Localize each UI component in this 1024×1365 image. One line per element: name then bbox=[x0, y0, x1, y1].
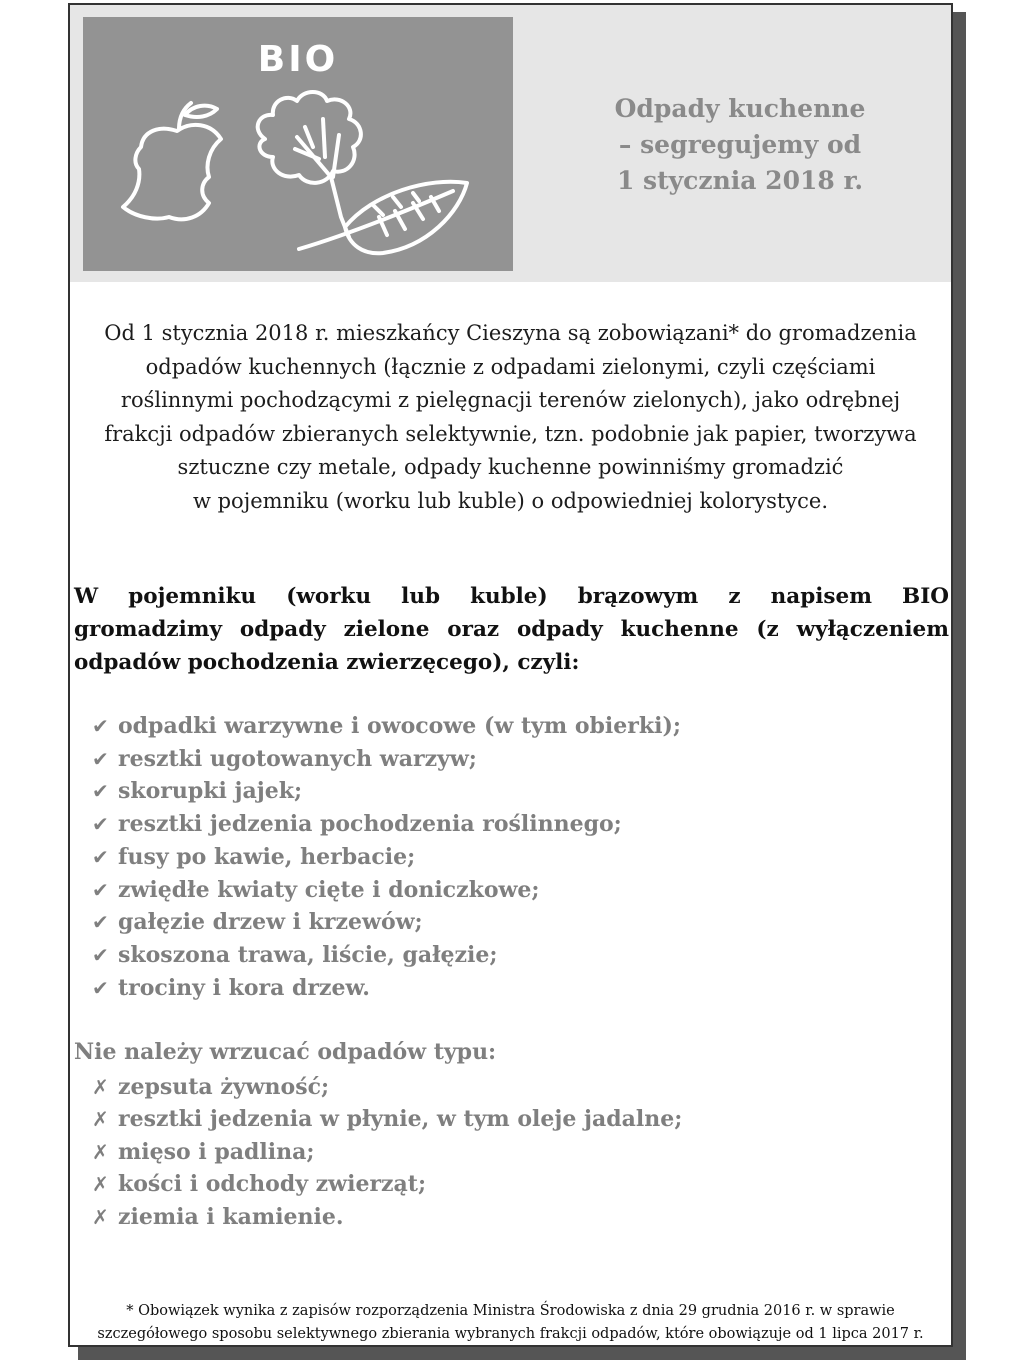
cross-icon: ✗ bbox=[92, 1204, 109, 1229]
allowed-intro-line: W pojemniku (worku lub kuble) brązowym z napisem BIO bbox=[74, 584, 949, 609]
intro-line: w pojemniku (worku lub kuble) o odpowiedniej kolorystyce. bbox=[192, 488, 829, 513]
list-item: ✔ resztki jedzenia pochodzenia roślinnego; bbox=[92, 808, 681, 841]
list-item: ✗ mięso i padlina; bbox=[92, 1136, 682, 1168]
footnote-line: * Obowiązek wynika z zapisów rozporządzenia Ministra Środowiska z dnia 29 grudnia 2016 r. w sprawie bbox=[126, 1303, 895, 1319]
allowed-intro-line: gromadzimy odpady zielone oraz odpady kuchenne (z wyłączeniem bbox=[74, 617, 949, 642]
cross-icon: ✗ bbox=[92, 1172, 109, 1197]
list-item: ✔ gałęzie drzew i krzewów; bbox=[92, 906, 681, 939]
intro-line: Od 1 stycznia 2018 r. mieszkańcy Cieszyna są zobowiązani* do gromadzenia bbox=[104, 321, 917, 345]
bio-panel bbox=[83, 17, 513, 271]
check-icon: ✔ bbox=[92, 844, 109, 869]
cross-icon: ✗ bbox=[92, 1107, 109, 1132]
bio-illustration bbox=[83, 17, 513, 271]
bio-label: BIO bbox=[257, 39, 339, 80]
intro-line: odpadów kuchennych (łącznie z odpadami zielonymi, czyli częściami bbox=[145, 354, 876, 379]
check-icon: ✔ bbox=[92, 812, 109, 837]
intro-line: roślinnymi pochodzącymi z pielęgnacji terenów zielonych), jako odrębnej bbox=[120, 388, 901, 412]
header-band bbox=[70, 5, 951, 282]
check-icon: ✔ bbox=[92, 877, 109, 902]
header-title bbox=[570, 91, 910, 199]
cross-icon: ✗ bbox=[92, 1075, 109, 1099]
intro-paragraph bbox=[76, 317, 945, 518]
list-item: ✗ zepsuta żywność; bbox=[92, 1071, 682, 1103]
footnote-line: szczegółowego sposobu selektywnego zbierania wybranych frakcji odpadów, które obowiązuje od 1 lipca 2017 r. bbox=[97, 1326, 924, 1342]
check-icon: ✔ bbox=[92, 746, 109, 771]
list-item: ✔ fusy po kawie, herbacie; bbox=[92, 841, 681, 874]
list-item: ✔ skorupki jajek; bbox=[92, 775, 681, 808]
allowed-intro-line: odpadów pochodzenia zwierzęcego), czyli: bbox=[74, 650, 580, 675]
list-item: ✗ resztki jedzenia w płynie, w tym oleje jadalne; bbox=[92, 1103, 682, 1135]
list-item: ✔ zwiędłe kwiaty cięte i doniczkowe; bbox=[92, 874, 681, 907]
footnote bbox=[70, 1300, 951, 1346]
allowed-intro bbox=[74, 580, 949, 679]
allowed-list bbox=[92, 710, 681, 1004]
check-icon: ✔ bbox=[92, 942, 109, 967]
forbidden-title: Nie należy wrzucać odpadów typu: bbox=[74, 1039, 497, 1065]
list-item: ✔ skoszona trawa, liście, gałęzie; bbox=[92, 939, 681, 972]
list-item: ✗ kości i odchody zwierząt; bbox=[92, 1168, 682, 1200]
forbidden-list bbox=[92, 1071, 682, 1233]
intro-line: sztuczne czy metale, odpady kuchenne powinniśmy gromadzić bbox=[177, 455, 844, 479]
leaflet-card bbox=[68, 3, 953, 1347]
leaf-icon bbox=[258, 92, 361, 237]
header-title-line: Odpady kuchenne bbox=[614, 94, 866, 123]
header-title-line: – segregujemy od bbox=[618, 130, 862, 159]
list-item: ✔ trociny i kora drzew. bbox=[92, 972, 681, 1005]
apple-core-icon bbox=[123, 103, 221, 219]
check-icon: ✔ bbox=[92, 910, 109, 935]
check-icon: ✔ bbox=[92, 714, 109, 738]
header-title-line: 1 stycznia 2018 r. bbox=[616, 166, 864, 195]
cross-icon: ✗ bbox=[92, 1139, 109, 1164]
list-item: ✔ odpadki warzywne i owocowe (w tym obierki); bbox=[92, 710, 681, 743]
check-icon: ✔ bbox=[92, 975, 109, 1000]
leaf-icon bbox=[299, 182, 467, 253]
intro-line: frakcji odpadów zbieranych selektywnie, tzn. podobnie jak papier, tworzywa bbox=[104, 421, 917, 446]
list-item: ✔ resztki ugotowanych warzyw; bbox=[92, 743, 681, 776]
check-icon: ✔ bbox=[92, 779, 109, 804]
list-item: ✗ ziemia i kamienie. bbox=[92, 1201, 682, 1233]
